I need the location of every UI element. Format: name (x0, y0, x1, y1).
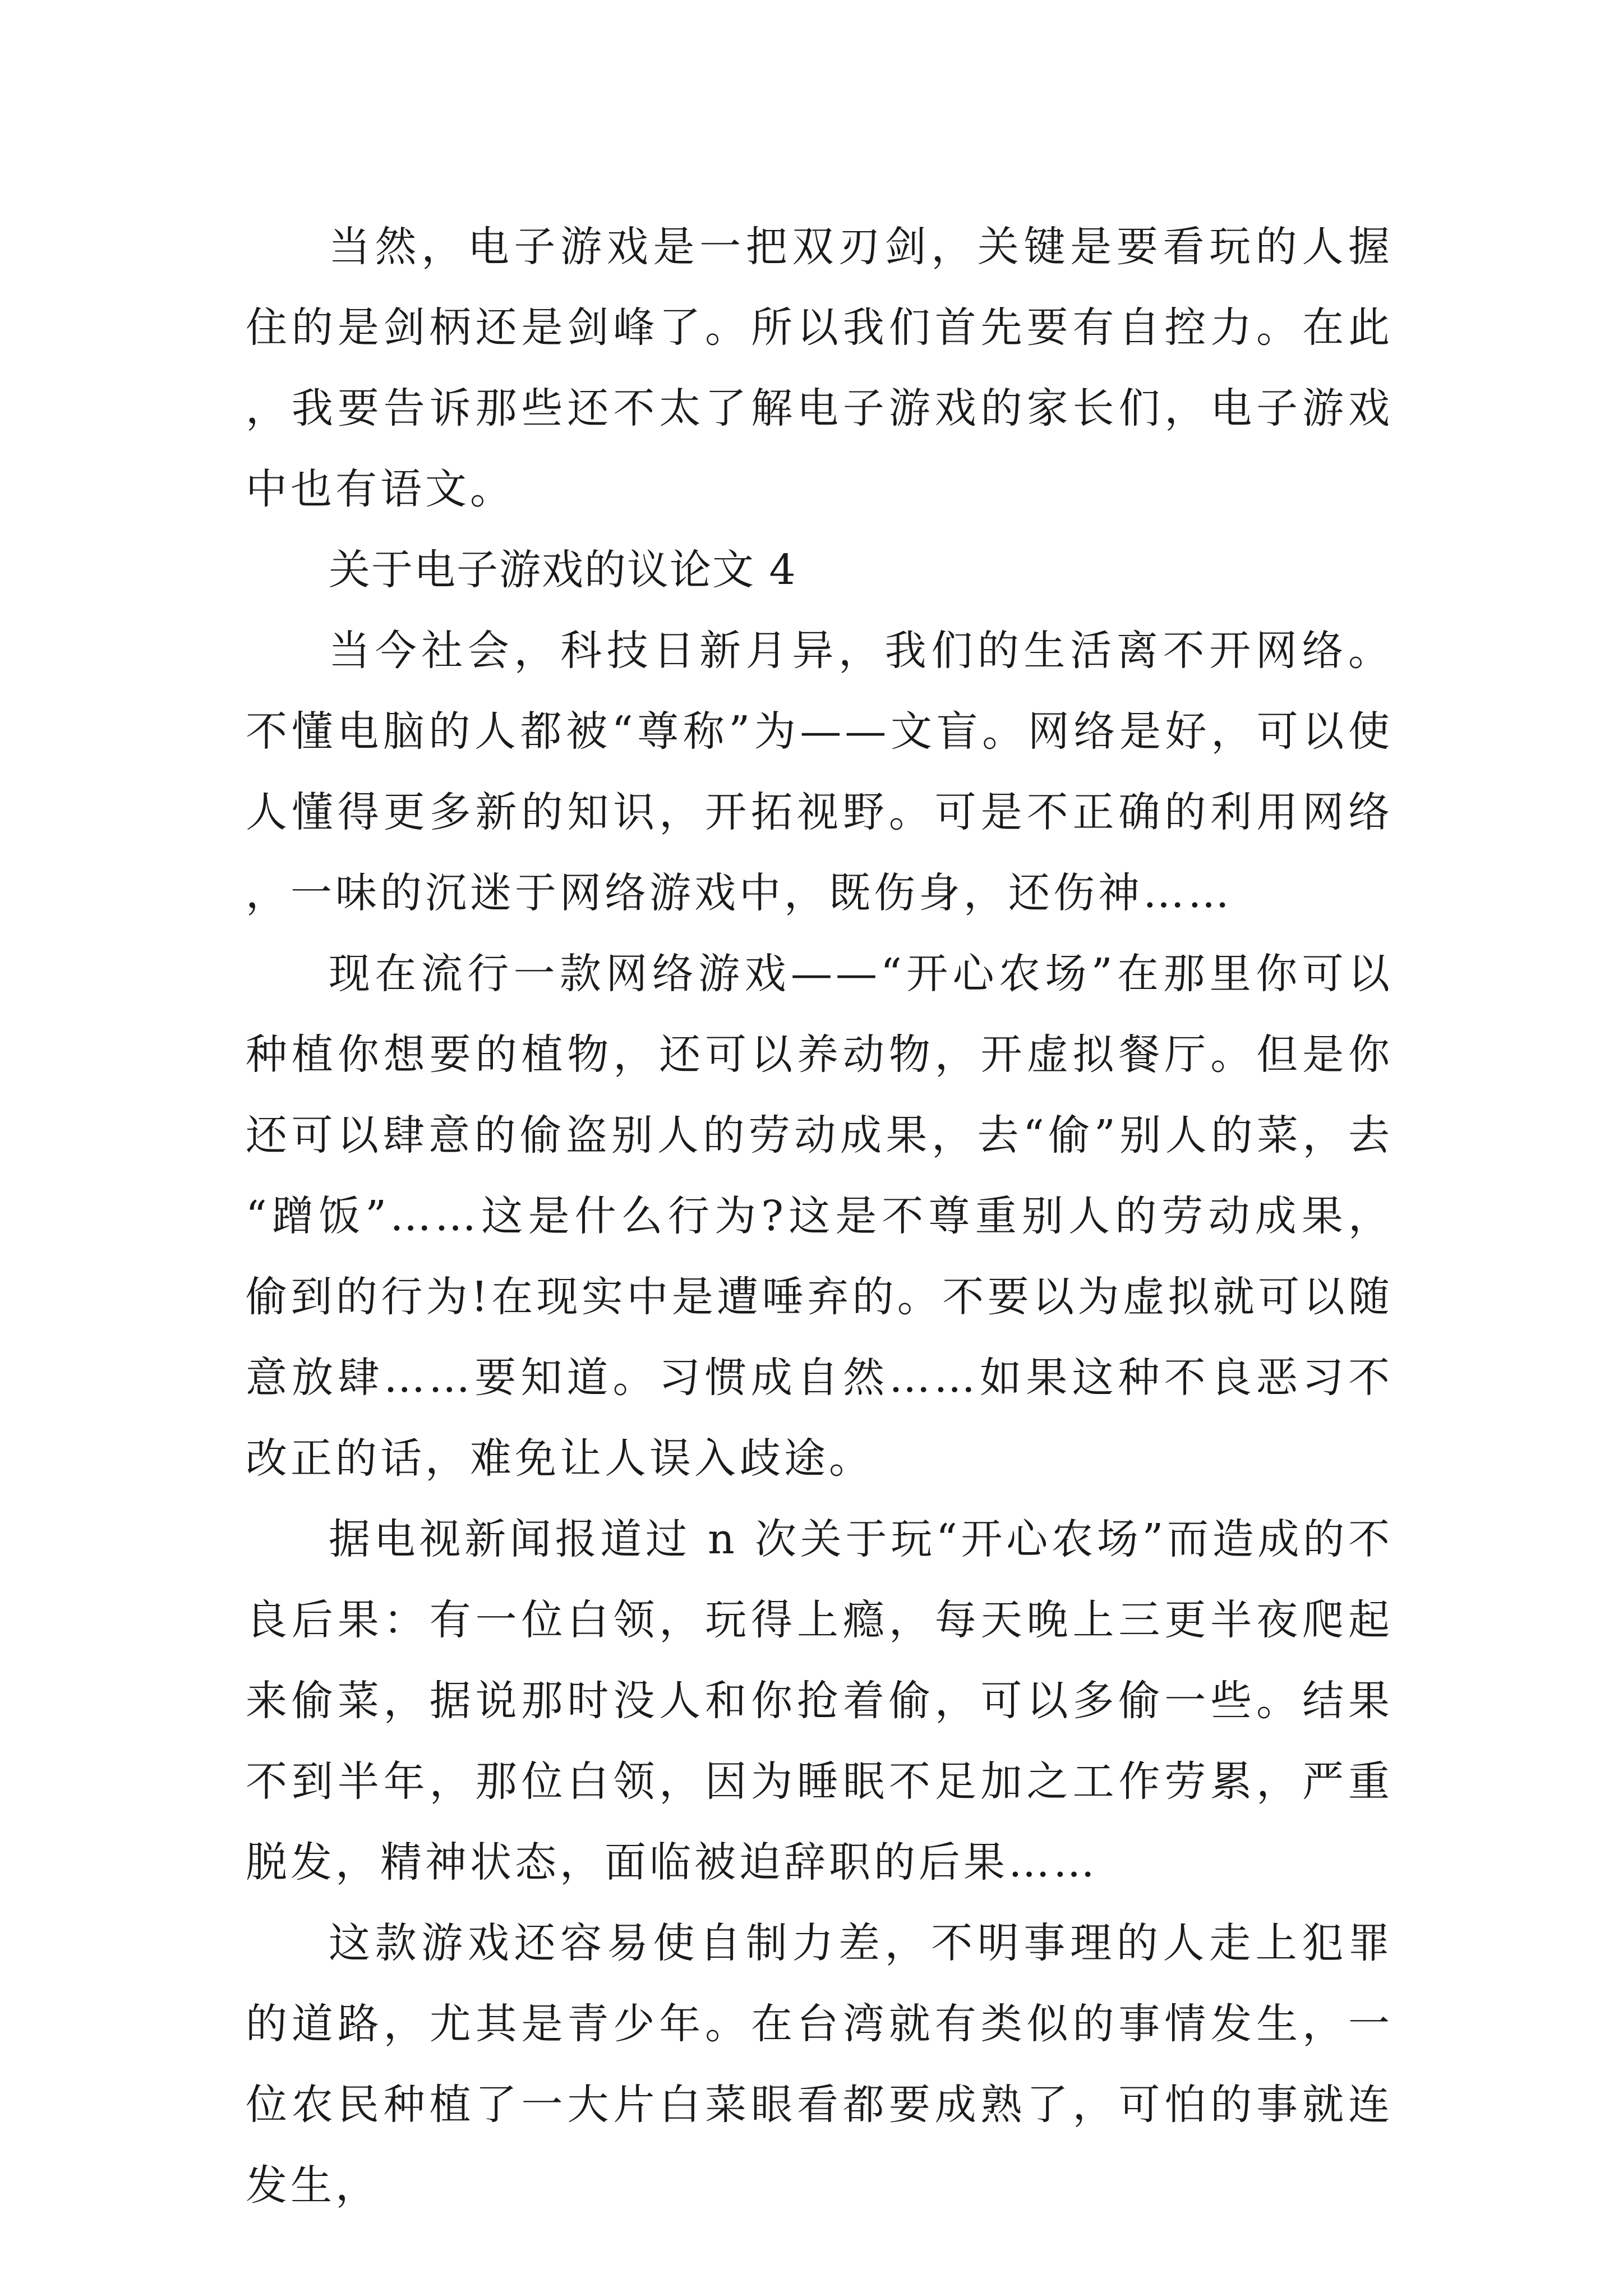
paragraph-network-society: 当今社会，科技日新月异，我们的生活离不开网络。不懂电脑的人都被“尊称”为——文盲。网络是好，可以使人懂得更多新的知识，开拓视野。可是不正确的利用网络，一味的沉迷于网络游戏中，既伤身，还伤神…… (246, 627, 1393, 917)
document-body (246, 206, 1393, 2226)
section-heading: 关于电子游戏的议论文 4 (329, 546, 797, 594)
paragraph-news-report: 据电视新闻报道过 n 次关于玩“开心农场”而造成的不良后果：有一位白领，玩得上瘾，每天晚上三更半夜爬起来偷菜，据说那时没人和你抢着偷，可以多偷一些。结果不到半年，那位白领，因为睡眠不足加之工作劳累，严重脱发，精神状态，面临被迫辞职的后果…… (246, 1515, 1393, 1887)
paragraph-happy-farm: 现在流行一款网络游戏——“开心农场”在那里你可以种植你想要的植物，还可以养动物，开虚拟餐厅。但是你还可以肆意的偷盗别人的劳动成果，去“偷”别人的菜，去“蹭饭”……这是什么行为?这是不尊重别人的劳动成果，偷到的行为!在现实中是遭唾弃的。不要以为虚拟就可以随意放肆……要知道。习惯成自然……如果这种不良恶习不改正的话，难免让人误入歧途。 (246, 950, 1393, 1483)
paragraph-self-control: 当然，电子游戏是一把双刃剑，关键是要看玩的人握住的是剑柄还是剑峰了。所以我们首先要有自控力。在此，我要告诉那些还不太了解电子游戏的家长们，电子游戏中也有语文。 (246, 223, 1393, 513)
paragraph-crime-risk: 这款游戏还容易使自制力差，不明事理的人走上犯罪的道路，尤其是青少年。在台湾就有类似的事情发生，一位农民种植了一大片白菜眼看都要成熟了，可怕的事就连发生， (246, 1919, 1393, 2210)
